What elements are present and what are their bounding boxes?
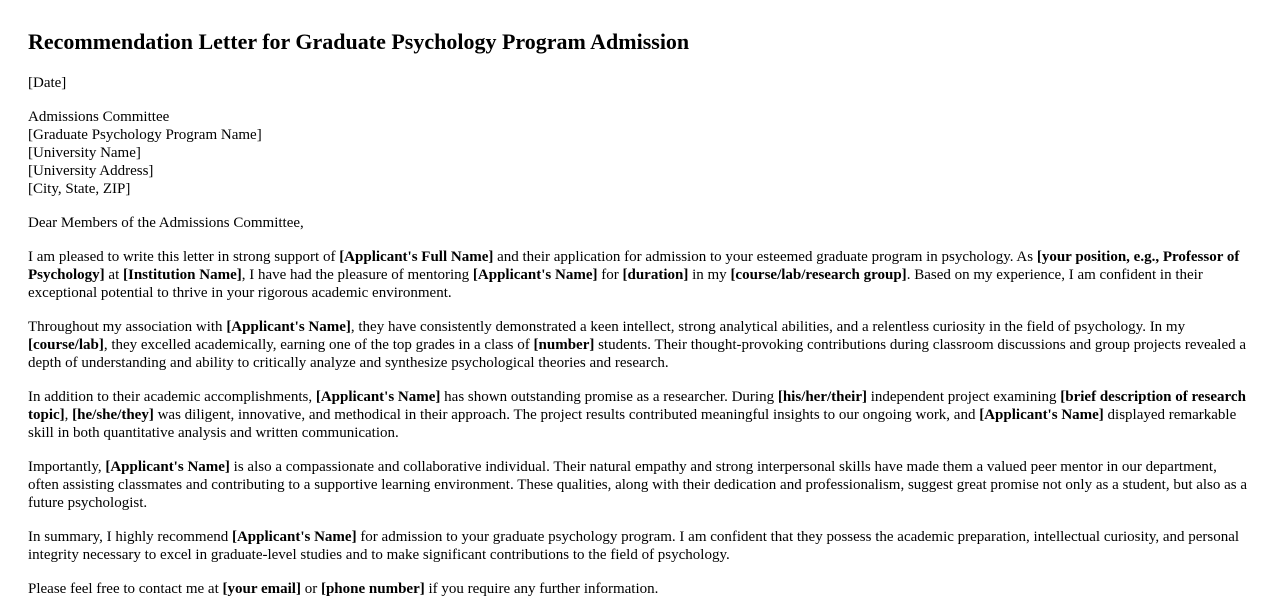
placeholder-applicant-name: [Applicant's Name] xyxy=(472,267,598,283)
text-run: independent project examining xyxy=(866,389,1061,405)
text-run: in my xyxy=(688,267,731,283)
text-run: is also a compassionate and collaborative individual. Their natural empathy and strong interpersonal skills have made them a valued peer mentor in our department, often assisting classmates and contributing to a supportive learning environment. These qualities, along with their dedication and professionalism, suggest great promise not only as a student, but also as a future psychologist. xyxy=(28,459,1248,511)
text-run: has shown outstanding promise as a researcher. During xyxy=(440,389,778,405)
text-run: , they excelled academically, earning one of the top grades in a class of xyxy=(103,337,534,353)
address-line: [University Name] xyxy=(28,145,141,161)
placeholder-phone: [phone number] xyxy=(320,581,425,597)
placeholder-research-topic: [brief description of research topic] xyxy=(28,389,1246,423)
address-line: [University Address] xyxy=(28,163,154,179)
salutation: Dear Members of the Admissions Committee, xyxy=(28,215,304,231)
text-run: for xyxy=(597,267,623,283)
placeholder-course-lab: [course/lab] xyxy=(28,337,104,353)
address-line: [Graduate Psychology Program Name] xyxy=(28,127,262,143)
letter-page xyxy=(28,0,1250,598)
text-run: Importantly, xyxy=(28,459,106,475)
paragraph-summary xyxy=(28,528,1250,564)
text-run: In summary, I highly recommend xyxy=(28,529,232,545)
placeholder-applicant-name: [Applicant's Name] xyxy=(231,529,357,545)
placeholder-applicant-name: [Applicant's Name] xyxy=(979,407,1104,423)
text-run: , I have had the pleasure of mentoring xyxy=(241,267,473,283)
text-run: , they have consistently demonstrated a keen intellect, strong analytical abilities, and a relentless curiosity in the field of psychology. In my xyxy=(350,319,1186,335)
letter-date: [Date] xyxy=(28,75,67,91)
address-line: [City, State, ZIP] xyxy=(28,181,131,197)
placeholder-course-lab-group: [course/lab/research group] xyxy=(730,267,907,283)
paragraph-character xyxy=(28,458,1250,512)
placeholder-applicant-name: [Applicant's Name] xyxy=(105,459,230,475)
text-run: students. Their thought-provoking contributions during classroom discussions and group projects revealed a depth of understanding and ability to critically analyze and synthesize psychological theories and research. xyxy=(28,337,1247,371)
text-run: I am pleased to write this letter in strong support of xyxy=(28,249,340,265)
text-run: In addition to their academic accomplishments, xyxy=(28,389,316,405)
recipient-address xyxy=(28,108,1250,198)
placeholder-position: [your position, e.g., Professor of Psychology] xyxy=(28,249,1240,283)
placeholder-number: [number] xyxy=(533,337,595,353)
paragraph-contact xyxy=(28,580,1250,598)
paragraph-research xyxy=(28,388,1250,442)
placeholder-applicant-full-name: [Applicant's Full Name] xyxy=(339,249,494,265)
text-run: Throughout my association with xyxy=(28,319,227,335)
address-line: Admissions Committee xyxy=(28,109,170,125)
text-run: at xyxy=(104,267,123,283)
letter-title: Recommendation Letter for Graduate Psychology Program Admission xyxy=(28,29,690,54)
text-run: if you require any further information. xyxy=(424,581,659,597)
placeholder-pronoun-subject: [he/she/they] xyxy=(72,407,154,423)
paragraph-introduction xyxy=(28,248,1250,302)
text-run: for admission to your graduate psychology program. I am confident that they possess the academic preparation, intellectual curiosity, and personal integrity necessary to excel in graduate-level studies and to make significant contributions to the field of psychology. xyxy=(28,529,1240,563)
placeholder-duration: [duration] xyxy=(622,267,689,283)
placeholder-pronoun-possessive: [his/her/their] xyxy=(777,389,867,405)
text-run: or xyxy=(300,581,321,597)
text-run: and their application for admission to your esteemed graduate program in psychology. As xyxy=(493,249,1037,265)
text-run: , xyxy=(64,407,73,423)
text-run: . Based on my experience, I am confident in their exceptional potential to thrive in your rigorous academic environment. xyxy=(28,267,1203,301)
placeholder-institution: [Institution Name] xyxy=(123,267,242,283)
paragraph-academics xyxy=(28,318,1250,372)
placeholder-applicant-name: [Applicant's Name] xyxy=(226,319,351,335)
text-run: was diligent, innovative, and methodical in their approach. The project results contributed meaningful insights to our ongoing work, and xyxy=(153,407,980,423)
text-run: displayed remarkable skill in both quantitative analysis and written communication. xyxy=(28,407,1237,441)
placeholder-applicant-name: [Applicant's Name] xyxy=(315,389,441,405)
text-run: Please feel free to contact me at xyxy=(28,581,223,597)
placeholder-email: [your email] xyxy=(222,581,301,597)
